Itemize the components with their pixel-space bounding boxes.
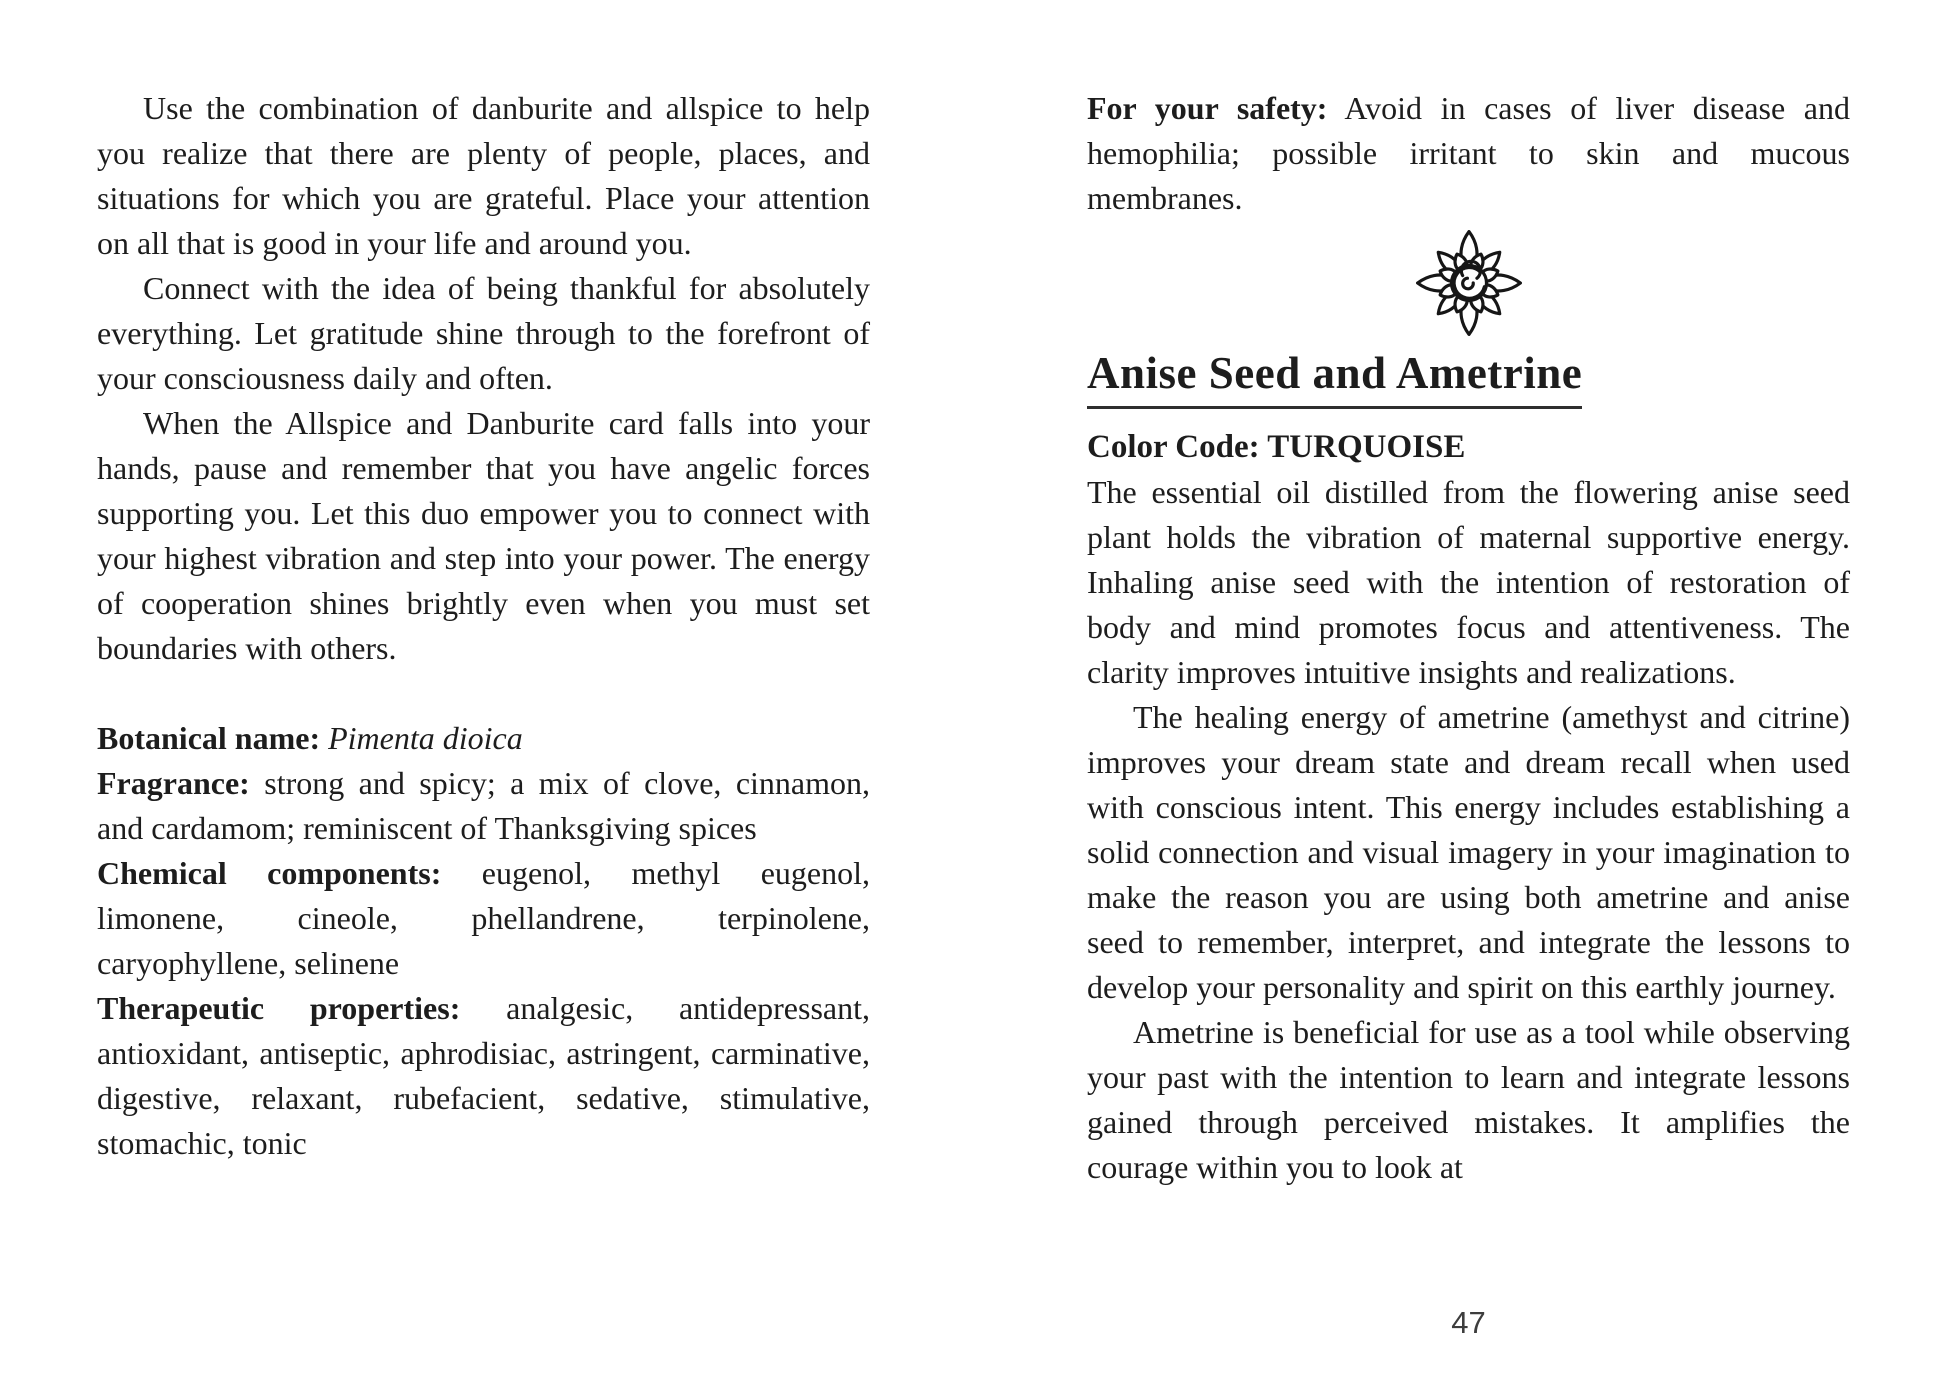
rose-rosette-ornament-icon bbox=[1416, 230, 1522, 336]
paragraph: Use the combination of danburite and allspice to help you realize that there are plenty of people, places, and situations for which you are grateful. Place your attention on all that is good in your life and around you. bbox=[97, 90, 870, 261]
attribute-label: Chemical components: bbox=[97, 855, 442, 891]
attribute-list bbox=[97, 716, 870, 1166]
paragraph: The essential oil distilled from the flowering anise seed plant holds the vibration of maternal supportive energy. Inhaling anise seed with the intention of restoration of body and mind promotes focus and attentiveness. The clarity improves intuitive insights and realizations. bbox=[1087, 474, 1850, 690]
attribute-label: Therapeutic properties: bbox=[97, 990, 461, 1026]
section-divider bbox=[1087, 227, 1850, 339]
paragraph: When the Allspice and Danburite card falls into your hands, pause and remember that you have angelic forces supporting you. Let this duo empower you to connect with your highest vibration and step into your power. The energy of cooperation shines brightly even when you must set boundaries with others. bbox=[97, 405, 870, 666]
attribute-value: strong and spicy; a mix of clove, cinnamon, and cardamom; reminiscent of Thanksgiving spices bbox=[97, 765, 871, 846]
left-page-text-block bbox=[97, 86, 870, 1166]
safety-label: For your safety: bbox=[1087, 90, 1328, 126]
page-number: 47 bbox=[1451, 1305, 1486, 1340]
attribute-fragrance bbox=[97, 761, 870, 851]
attribute-label: Fragrance: bbox=[97, 765, 250, 801]
safety-note bbox=[1087, 86, 1850, 221]
color-code-line: Color Code: TURQUOISE bbox=[1087, 429, 1466, 465]
attribute-botanical-name bbox=[97, 716, 870, 761]
section-heading-text: Anise Seed and Ametrine bbox=[1087, 347, 1582, 409]
attribute-value: analgesic, antidepressant, antioxidant, antiseptic, aphrodisiac, astringent, carminative, digestive, relaxant, rubefacient, sedative, stimulative, stomachic, tonic bbox=[97, 990, 871, 1161]
attribute-therapeutic-properties bbox=[97, 986, 870, 1166]
paragraph: Connect with the idea of being thankful for absolutely everything. Let gratitude shine through to the forefront of your consciousness daily and often. bbox=[97, 270, 870, 396]
section-heading bbox=[1087, 347, 1850, 409]
right-page-text-block bbox=[1087, 86, 1850, 1190]
attribute-chemical-components bbox=[97, 851, 870, 986]
attribute-label: Botanical name: bbox=[97, 720, 321, 756]
attribute-value-italic: Pimenta dioica bbox=[328, 720, 523, 756]
paragraph: Ametrine is beneficial for use as a tool while observing your past with the intention to learn and integrate lessons gained through perceived mistakes. It amplifies the courage within you to look at bbox=[1087, 1014, 1850, 1185]
safety-text: Avoid in cases of liver disease and hemophilia; possible irritant to skin and mucous membranes. bbox=[1087, 90, 1851, 216]
attribute-value: eugenol, methyl eugenol, limonene, cineole, phellandrene, terpinolene, caryophyllene, selinene bbox=[97, 855, 870, 981]
paragraph: The healing energy of ametrine (amethyst and citrine) improves your dream state and dream recall when used with conscious intent. This energy includes establishing a solid connection and visual imagery in your imagination to make the reason you are using both ametrine and anise seed to remember, interpret, and integrate the lessons to develop your personality and spirit on this earthly journey. bbox=[1087, 699, 1850, 1005]
